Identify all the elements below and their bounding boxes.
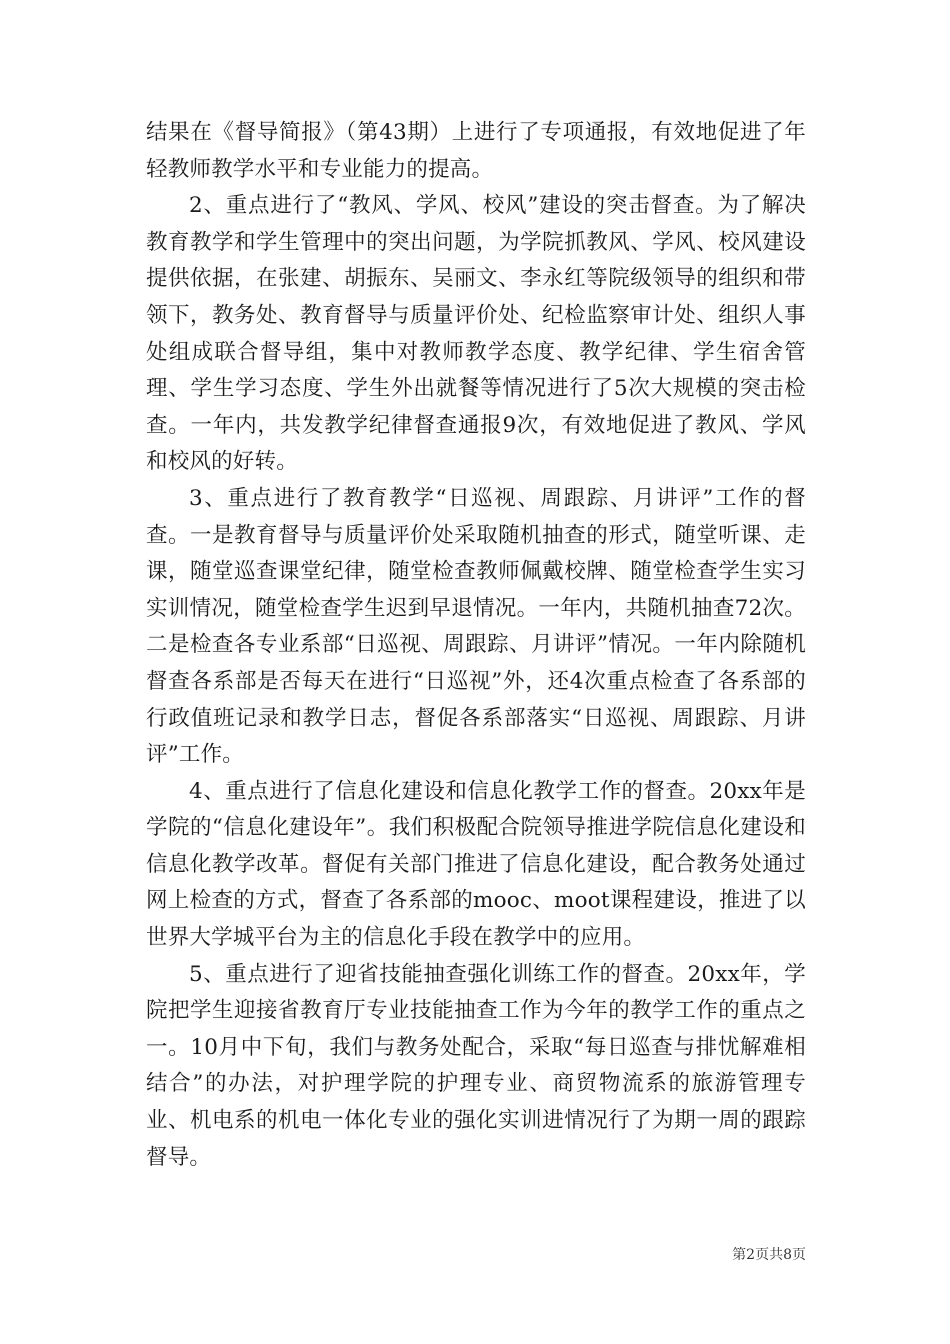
page-number-footer: 第2页共8页	[732, 1247, 806, 1263]
document-body	[146, 115, 806, 1176]
paragraph-item-2: 2、重点进行了“教风、学风、校风”建设的突击督查。为了解决教育教学和学生管理中的突出问题，为学院抓教风、学风、校风建设提供依据，在张建、胡振东、吴丽文、李永红等院级领导的组织和带领下，教务处、教育督导与质量评价处、纪检监察审计处、组织人事处组成联合督导组，集中对教师教学态度、教学纪律、学生宿舍管理、学生学习态度、学生外出就餐等情况进行了5次大规模的突击检查。一年内，共发教学纪律督查通报9次，有效地促进了教风、学风和校风的好转。	[146, 193, 806, 475]
paragraph-item-5: 5、重点进行了迎省技能抽查强化训练工作的督查。20xx年，学院把学生迎接省教育厅专业技能抽查工作为今年的教学工作的重点之一。10月中下旬，我们与教务处配合，采取“每日巡查与排忧解难相结合”的办法，对护理学院的护理专业、商贸物流系的旅游管理专业、机电系的机电一体化专业的强化实训进情况行了为期一周的跟踪督导。	[146, 961, 806, 1170]
paragraph-item-4: 4、重点进行了信息化建设和信息化教学工作的督查。20xx年是学院的“信息化建设年”。我们积极配合院领导推进学院信息化建设和信息化教学改革。督促有关部门推进了信息化建设，配合教务处通过网上检查的方式，督查了各系部的mooc、moot课程建设，推进了以世界大学城平台为主的信息化手段在教学中的应用。	[146, 778, 806, 951]
paragraph-item-3: 3、重点进行了教育教学“日巡视、周跟踪、月讲评”工作的督查。一是教育督导与质量评价处采取随机抽查的形式，随堂听课、走课，随堂巡查课堂纪律，随堂检查教师佩戴校牌、随堂检查学生实习实训情况，随堂检查学生迟到早退情况。一年内，共随机抽查72次。二是检查各专业系部“日巡视、周跟踪、月讲评”情况。一年内除随机督查各系部是否每天在进行“日巡视”外，还4次重点检查了各系部的行政值班记录和教学日志，督促各系部落实“日巡视、周跟踪、月讲评”工作。	[146, 485, 806, 768]
paragraph-continuation: 结果在《督导简报》（第43期）上进行了专项通报，有效地促进了年轻教师教学水平和专业能力的提高。	[146, 120, 806, 182]
